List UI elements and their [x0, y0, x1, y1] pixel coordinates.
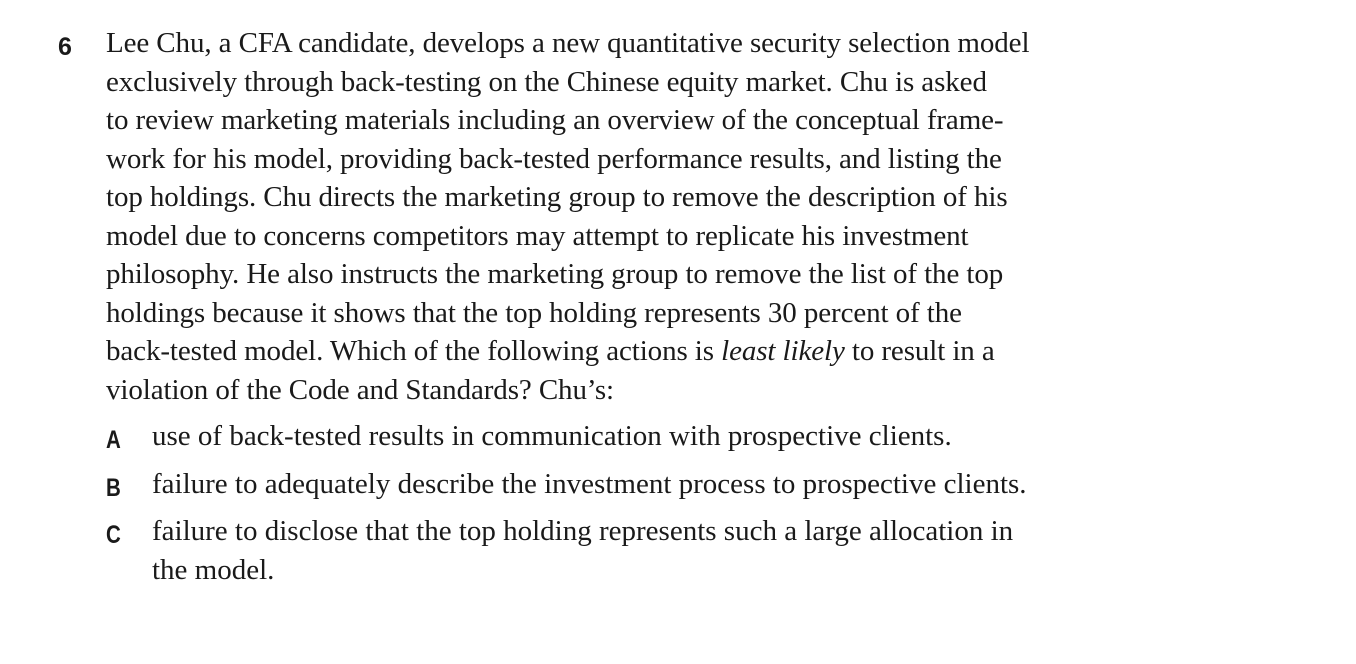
choice-a-line-1: use of back-tested results in communication with prospective clients. [152, 420, 952, 452]
emphasis-least-likely: least likely [721, 335, 845, 367]
stem-line-9-end: to result in a [844, 335, 995, 367]
stem-line-10: violation of the Code and Standards? Chu’s: [106, 373, 614, 406]
choice-a-letter: A [106, 426, 121, 454]
stem-line-9-start: back-tested model. Which of the following actions is [106, 335, 722, 367]
question-number: 6 [58, 33, 72, 61]
stem-line-8: holdings because it shows that the top holding represents 30 percent of the [106, 296, 962, 329]
stem-line-2: exclusively through back-testing on the Chinese equity market. Chu is asked [106, 65, 987, 98]
choice-c-letter: C [106, 521, 121, 549]
choice-c-text [152, 512, 1013, 589]
choice-c-line-1: failure to disclose that the top holding represents such a large allocation in [152, 515, 1014, 547]
choice-c-line-2: the model. [152, 553, 275, 586]
choice-b-line-1: failure to adequately describe the investment process to prospective clients. [152, 468, 1027, 500]
choice-a-text [152, 417, 952, 456]
stem-line-5: top holdings. Chu directs the marketing group to remove the description of his [106, 181, 1008, 213]
stem-line-1: Lee Chu, a CFA candidate, develops a new quantitative security selection model [106, 27, 1030, 59]
stem-line-9 [106, 332, 1029, 371]
stem-line-7: philosophy. He also instructs the marketing group to remove the list of the top [106, 258, 1004, 290]
choice-b-letter: B [106, 474, 121, 502]
choice-b-text [152, 465, 1027, 504]
stem-line-4: work for his model, providing back-tested performance results, and listing the [106, 142, 1002, 175]
stem-line-6: model due to concerns competitors may attempt to replicate his investment [106, 219, 969, 252]
question-stem [106, 24, 1029, 409]
stem-line-3: to review marketing materials including an overview of the conceptual frame- [106, 104, 1004, 136]
